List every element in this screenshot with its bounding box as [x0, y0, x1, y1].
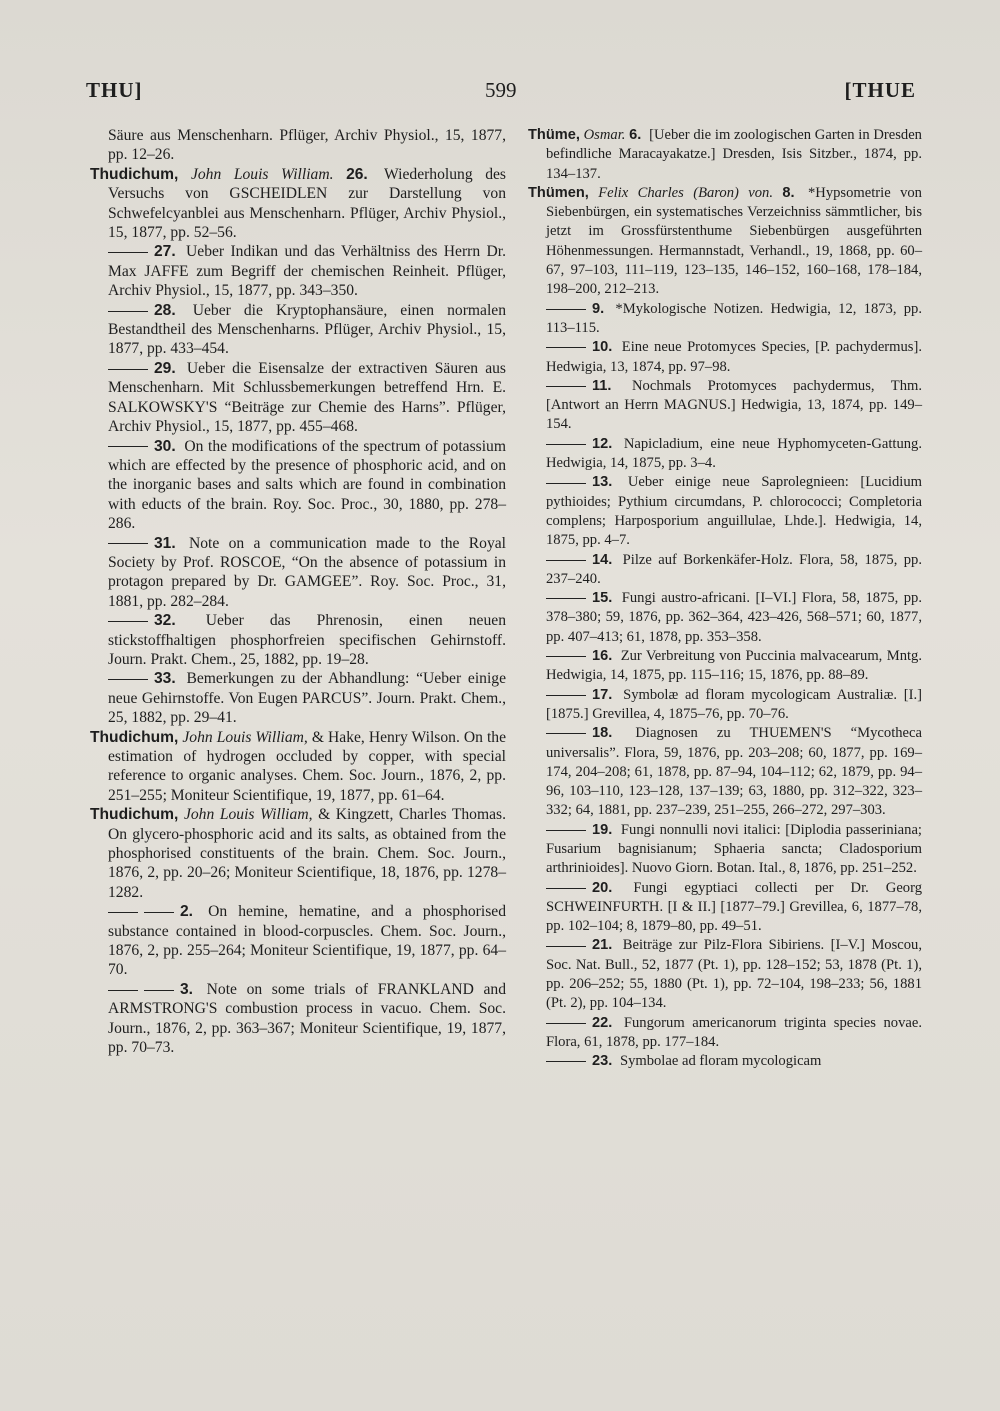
- bibliography-entry: [528, 551, 922, 590]
- bibliography-entry: [90, 669, 506, 727]
- entry-number: 8.: [782, 184, 795, 201]
- entry-number: 11.: [592, 377, 612, 394]
- ditto-dash: [546, 444, 586, 445]
- author-given-names: Felix Charles (Baron) von.: [598, 184, 774, 201]
- ditto-dash: [108, 679, 148, 680]
- entry-number: 23.: [592, 1053, 613, 1070]
- entry-text: Note on a communication made to the Royal Society by Prof. ROSCOE, “On the absence of potassium in protagon prepared by Dr. GAMGEE”. Roy. Soc. Proc., 31, 1881, pp. 282–284.: [108, 534, 506, 610]
- bibliography-entry: [528, 473, 922, 550]
- author-name: Thümen,: [528, 184, 589, 201]
- ditto-dash: [546, 946, 586, 947]
- bibliography-entry: [90, 902, 506, 980]
- entry-number: 21.: [592, 937, 613, 954]
- entry-number: 16.: [592, 648, 613, 665]
- bibliography-entry: [528, 647, 922, 686]
- entry-number: 20.: [592, 879, 613, 896]
- ditto-dash: [108, 621, 148, 622]
- entry-text: Fungi austro-africani. [I–VI.] Flora, 58, 1875, pp. 378–380; 59, 1876, pp. 362–364, 423–426, 568–571; 60, 1877, pp. 407–413; 61, 1878, pp. 353–358.: [546, 590, 922, 645]
- bibliography-entry: [528, 1052, 922, 1071]
- entry-text: On hemine, hematine, and a phosphorised substance contained in blood-corpuscles. Chem. Soc. Journ., 1876, 2, pp. 255–264; Moniteur Scientifique, 19, 1877, pp. 64–70.: [108, 903, 506, 979]
- entry-number: 13.: [592, 474, 613, 491]
- bibliography-entry: [90, 437, 506, 534]
- entry-number: 12.: [592, 435, 613, 452]
- author-given-names: John Louis William,: [183, 806, 313, 824]
- ditto-dash: [546, 560, 586, 561]
- entry-text: Symbolæ ad floram mycologicam Australiæ. [I.] [1875.] Grevillea, 4, 1875–76, pp. 70–76.: [546, 686, 922, 722]
- ditto-dash: [546, 347, 586, 348]
- entry-number: 14.: [592, 551, 613, 568]
- entry-text: [Ueber die im zoologischen Garten in Dresden befindliche Maracayakatze.] Dresden, Isis Sitzber., 1874, pp. 134–137.: [546, 127, 922, 182]
- entry-text: Fungorum americanorum triginta species novae. Flora, 61, 1878, pp. 177–184.: [546, 1014, 922, 1050]
- ditto-dash: [108, 311, 148, 312]
- entry-text: Ueber das Phrenosin, einen neuen stickstoffhaltigen phosphorfreien specifischen Gehirnstoff. Journ. Prakt. Chem., 25, 1882, pp. 19–28.: [108, 612, 506, 668]
- author-name: Thudichum,: [90, 728, 179, 746]
- author-name: Thudichum,: [90, 806, 179, 824]
- entry-number: 3.: [180, 980, 194, 998]
- author-given-names: Osmar.: [583, 127, 626, 143]
- bibliography-entry: [90, 728, 506, 806]
- entry-text: Bemerkungen zu der Abhandlung: “Ueber einige neue Gehirnstoffe. Von Eugen PARCUS”. Journ. Prakt. Chem., 25, 1882, pp. 29–41.: [108, 670, 506, 727]
- ditto-dash: [546, 733, 586, 734]
- entry-number: 9.: [592, 300, 605, 317]
- entry-text: *Hypsometrie von Siebenbürgen, ein systematisches Verzeichniss sämmtlicher, bis jetzt im Grossfürstenthume Siebenbürgen ausgeführten Höhenmessungen. Hermannstadt, Verhandl., 19, 1868, pp. 60–67, 97–103, 111–119, 123–135, 146–152, 160–168, 178–184, 198–200, 212–213.: [546, 184, 922, 298]
- entry-text: *Mykologische Notizen. Hedwigia, 12, 1873, pp. 113–115.: [546, 300, 922, 336]
- header-right: [THUE: [844, 78, 916, 102]
- ditto-dash: [546, 309, 586, 310]
- entry-number: 33.: [154, 670, 176, 688]
- ditto-dash: [144, 990, 174, 991]
- entry-number: 32.: [154, 612, 176, 630]
- ditto-dash: [546, 830, 586, 831]
- author-given-names: John Louis William,: [182, 728, 308, 746]
- bibliography-entry: [528, 936, 922, 1013]
- entry-number: 19.: [592, 821, 613, 838]
- ditto-dash: [108, 990, 138, 991]
- bibliography-entry: [528, 184, 922, 300]
- entry-text: Beiträge zur Pilz-Flora Sibiriens. [I–V.] Moscou, Soc. Nat. Bull., 52, 1877 (Pt. 1), pp. 128–152; 53, 1878 (Pt. 1), pp. 206–252; 55, 1880 (Pt. 1), pp. 72–104, 198–233; 56, 1881 (Pt. 2), pp. 104–134.: [546, 937, 922, 1012]
- ditto-dash: [144, 912, 174, 913]
- bibliography-entry: [528, 435, 922, 474]
- running-header: [0, 78, 1000, 112]
- header-left: THU]: [86, 78, 143, 102]
- ditto-dash: [108, 543, 148, 544]
- entry-number: 10.: [592, 339, 613, 356]
- bibliography-entry: [528, 300, 922, 339]
- entry-text: Diagnosen zu THUEMEN'S “Mycotheca universalis”. Flora, 59, 1876, pp. 203–208; 60, 1877, pp. 169–174, 204–208; 61, 1878, pp. 87–94, 104–112; 62, 1879, pp. 94–96, 103–110, 123–128, 137–139; 63, 1880, pp. 312–322, 323–332; 64, 1881, pp. 237–239, 251–255, 266–272, 297–303.: [546, 725, 922, 819]
- bibliography-entry: [528, 589, 922, 647]
- author-name: Thüme,: [528, 127, 580, 143]
- bibliography-entry: [90, 242, 506, 300]
- bibliography-entry: [528, 126, 922, 184]
- bibliography-entry: [90, 126, 506, 165]
- entry-text: Eine neue Protomyces Species, [P. pachydermus]. Hedwigia, 13, 1874, pp. 97–98.: [546, 339, 922, 375]
- entry-number: 6.: [629, 127, 642, 143]
- bibliography-entry: [528, 879, 922, 937]
- bibliography-entry: [528, 686, 922, 725]
- left-column: [90, 126, 506, 1058]
- entry-number: 28.: [154, 301, 176, 319]
- entry-text: On the modifications of the spectrum of potassium which are effected by the presence of phosphoric acid, and on the inorganic bases and salts which are found in combination with educts of the brain. Roy. Soc. Proc., 30, 1880, pp. 278–286.: [108, 437, 506, 533]
- author-name: Thudichum,: [90, 165, 179, 183]
- bibliography-entry: [528, 821, 922, 879]
- author-given-names: John Louis William.: [190, 165, 334, 183]
- ditto-dash: [108, 912, 138, 913]
- bibliography-entry: [90, 301, 506, 359]
- entry-number: 2.: [180, 903, 194, 921]
- bibliography-entry: [90, 980, 506, 1058]
- ditto-dash: [546, 598, 586, 599]
- entry-number: 18.: [592, 725, 613, 742]
- entry-number: 26.: [346, 165, 368, 183]
- ditto-dash: [546, 656, 586, 657]
- entry-number: 31.: [154, 534, 176, 552]
- ditto-dash: [546, 386, 586, 387]
- bibliography-entry: [90, 534, 506, 612]
- entry-text: Ueber einige neue Saprolegnieen: [Lucidium pythioides; Pythium circumdans, P. chlorococci; Completoria complens; Harposporium anguillulae, Lhde.]. Hedwigia, 14, 1875, pp. 4–7.: [546, 474, 922, 549]
- entry-number: 17.: [592, 686, 613, 703]
- bibliography-entry: [528, 724, 922, 820]
- bibliography-entry: [528, 1014, 922, 1053]
- entry-text: Zur Verbreitung von Puccinia malvacearum, Mntg. Hedwigia, 14, 1875, pp. 115–116; 15, 1876, pp. 88–89.: [546, 648, 922, 684]
- bibliography-entry: [90, 165, 506, 243]
- ditto-dash: [108, 252, 148, 253]
- bibliography-entry: [90, 805, 506, 902]
- entry-text: Symbolae ad floram mycologicam: [619, 1053, 822, 1070]
- entry-text: & Hake, Henry Wilson. On the estimation of hydrogen occluded by copper, with special reference to organic analyses. Chem. Soc. Journ., 1876, 2, pp. 251–255; Moniteur Scientifique, 19, 1877, pp. 61–64.: [108, 728, 506, 804]
- entry-text: Wiederholung des Versuchs von GSCHEIDLEN zur Darstellung von Schwefelcyanblei aus Menschenharn. Pflüger, Archiv Physiol., 15, 1877, pp. 52–56.: [108, 165, 506, 242]
- entry-text: Ueber die Eisensalze der extractiven Säuren aus Menschenharn. Mit Schlussbemerkungen betreffend Hrn. E. SALKOWSKY'S “Beiträge zur Chemie des Harns”. Pflüger, Archiv Physiol., 15, 1877, pp. 455–468.: [108, 359, 506, 436]
- ditto-dash: [546, 695, 586, 696]
- entry-text: Fungi nonnulli novi italici: [Diplodia passeriniana; Fusarium bagnisianum; Sphaeria sancta; Cladosporium arthrinioides]. Nuovo Giorn. Botan. Ital., 8, 1876, pp. 251–252.: [546, 821, 922, 877]
- bibliography-entry: [528, 338, 922, 377]
- ditto-dash: [546, 1061, 586, 1062]
- entry-number: 30.: [154, 437, 176, 455]
- ditto-dash: [108, 369, 148, 370]
- bibliography-entry: [528, 377, 922, 435]
- entry-number: 29.: [154, 359, 176, 377]
- entry-text: & Kingzett, Charles Thomas. On glycero-phosphoric acid and its salts, as obtained from the phosphorised constituents of the brain. Chem. Soc. Journ., 1876, 2, pp. 20–26; Moniteur Scientifique, 18, 1876, pp. 1278–1282.: [108, 806, 506, 901]
- bibliography-entry: [90, 359, 506, 437]
- bibliography-entry: [90, 611, 506, 669]
- page-number: 599: [485, 78, 517, 102]
- ditto-dash: [108, 446, 148, 447]
- entry-text: Napicladium, eine neue Hyphomyceten-Gattung. Hedwigia, 14, 1875, pp. 3–4.: [546, 435, 922, 472]
- entry-text: Note on some trials of FRANKLAND and ARMSTRONG'S combustion process in vacuo. Chem. Soc. Journ., 1876, 2, pp. 363–367; Moniteur Scientifique, 19, 1877, pp. 70–73.: [108, 980, 506, 1057]
- ditto-dash: [546, 1023, 586, 1024]
- entry-text: Nochmals Protomyces pachydermus, Thm. [Antwort an Herrn MAGNUS.] Hedwigia, 13, 1874, pp. 149–154.: [546, 377, 922, 433]
- right-column: [528, 126, 922, 1072]
- entry-number: 15.: [592, 590, 613, 607]
- ditto-dash: [546, 888, 586, 889]
- entry-number: 22.: [592, 1014, 613, 1031]
- entry-text: Fungi egyptiaci collecti per Dr. Georg SCHWEINFURTH. [I & II.] [1877–79.] Grevillea, 6, 1877–78, pp. 102–104; 8, 1879–80, pp. 49–51.: [546, 879, 922, 935]
- ditto-dash: [546, 483, 586, 484]
- entry-text: Ueber Indikan und das Verhältniss des Herrn Dr. Max JAFFE zum Begriff der chemischen Reinheit. Pflüger, Archiv Physiol., 15, 1877, pp. 343–350.: [108, 243, 506, 300]
- entry-text: Pilze auf Borkenkäfer-Holz. Flora, 58, 1875, pp. 237–240.: [546, 551, 922, 587]
- entry-number: 27.: [154, 243, 176, 261]
- entry-text: Ueber die Kryptophansäure, einen normalen Bestandtheil des Menschenharns. Pflüger, Archiv Physiol., 15, 1877, pp. 433–454.: [108, 301, 506, 358]
- entry-text: Säure aus Menschenharn. Pflüger, Archiv Physiol., 15, 1877, pp. 12–26.: [108, 127, 506, 164]
